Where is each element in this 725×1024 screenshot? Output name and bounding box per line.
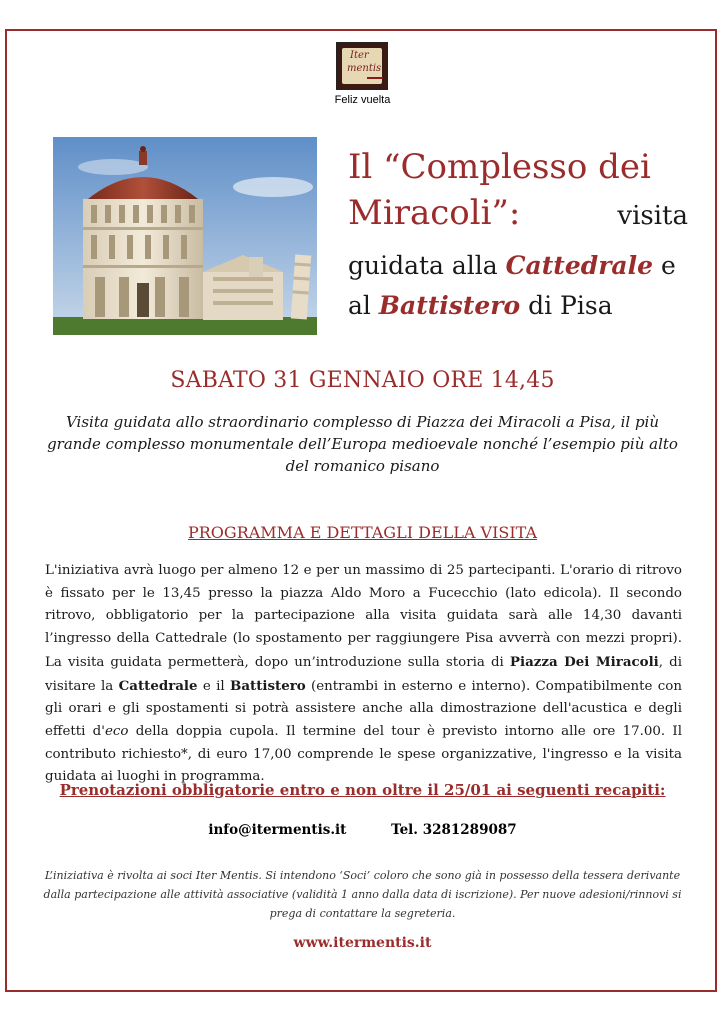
subtitle-text-b: e (653, 251, 676, 280)
program-text-2: , di visitare la (45, 654, 682, 694)
subtitle-text-c: al (348, 291, 379, 320)
title-line-2 (348, 190, 688, 239)
event-title (348, 144, 688, 239)
subtitle-text-d: di Pisa (520, 291, 613, 320)
logo-text-line2: mentis (347, 63, 382, 74)
subtitle-cattedrale: Cattedrale (505, 251, 654, 280)
logo-tagline: Feliz vuelta (334, 94, 391, 106)
program-bold-cattedrale: Cattedrale (118, 677, 198, 694)
title-line-2-tail: visita (617, 201, 688, 231)
program-text-4: (entrambi in esterno e interno). Compatibilmente con gli orari e gli spostamenti si potrà assistere anche alla dimostrazione dell'acustica e degli effetti d' (45, 678, 682, 739)
subtitle-line-2 (348, 286, 693, 326)
event-date: SABATO 31 GENNAIO ORE 14,45 (170, 368, 555, 393)
program-text-1: L'iniziativa avrà luogo per almeno 12 e per un massimo di 25 partecipanti. L'orario di ritrovo è fissato per le 13,45 presso la piazza Aldo Moro a Fucecchio (lato edicola). Il secondo ritrovo, obbligatorio per la partecipazione alla visita guidata sarà alle 14,30 davanti l’ingresso della Cattedrale (lo spostamento per raggiungere Pisa avverrà con mezzi propri). La visita guidata permetterà, dopo un’introduzione sulla storia di (45, 563, 682, 670)
baptistery-photo (53, 137, 317, 335)
title-line-1: Il “Complesso dei (348, 147, 651, 187)
title-line-2-text: Miracoli”: (348, 193, 521, 233)
program-text-5: della doppia cupola. Il termine del tour è previsto intorno alle ore 17.00. Il contributo richiesto*, di euro 17,00 comprende le spese organizzative, l'ingresso e la visita guidata ai luoghi in programma. (45, 723, 682, 785)
membership-note: L’iniziativa è rivolta ai soci Iter Mentis. Si intendono ‘Soci’ coloro che sono già in possesso della tessera derivante dalla partecipazione alle attività associative (validità 1 anno dalla data di iscrizione). Per nuove adesioni/rinnovi si prega di contattare la segreteria. (43, 869, 682, 920)
iter-mentis-logo (336, 42, 388, 90)
logo-text-line1: Iter (350, 50, 369, 61)
program-text-3: e il (197, 678, 231, 694)
subtitle-text-a: guidata alla (348, 251, 506, 280)
contact-email[interactable]: info@itermentis.it (208, 822, 347, 838)
website-link[interactable]: www.itermentis.it (293, 935, 432, 951)
contact-info (0, 822, 725, 838)
event-subtitle (348, 246, 693, 326)
subtitle-line-1 (348, 246, 693, 286)
contact-phone: Tel. 3281289087 (391, 822, 517, 838)
program-italic-eco: eco (104, 723, 129, 739)
program-bold-piazza: Piazza Dei Miracoli (509, 653, 659, 670)
program-bold-battistero: Battistero (230, 677, 306, 694)
program-heading: PROGRAMMA E DETTAGLI DELLA VISITA (187, 523, 538, 542)
subtitle-battistero: Battistero (378, 291, 521, 320)
logo-arrow (367, 77, 383, 79)
program-body (45, 560, 682, 789)
event-intro: Visita guidata allo straordinario complesso di Piazza dei Miracoli a Pisa, il più grande complesso monumentale dell’Europa medioevale nonché l’esempio più alto del romanico pisano (47, 413, 678, 475)
booking-notice: Prenotazioni obbligatorie entro e non oltre il 25/01 ai seguenti recapiti: (59, 781, 666, 799)
